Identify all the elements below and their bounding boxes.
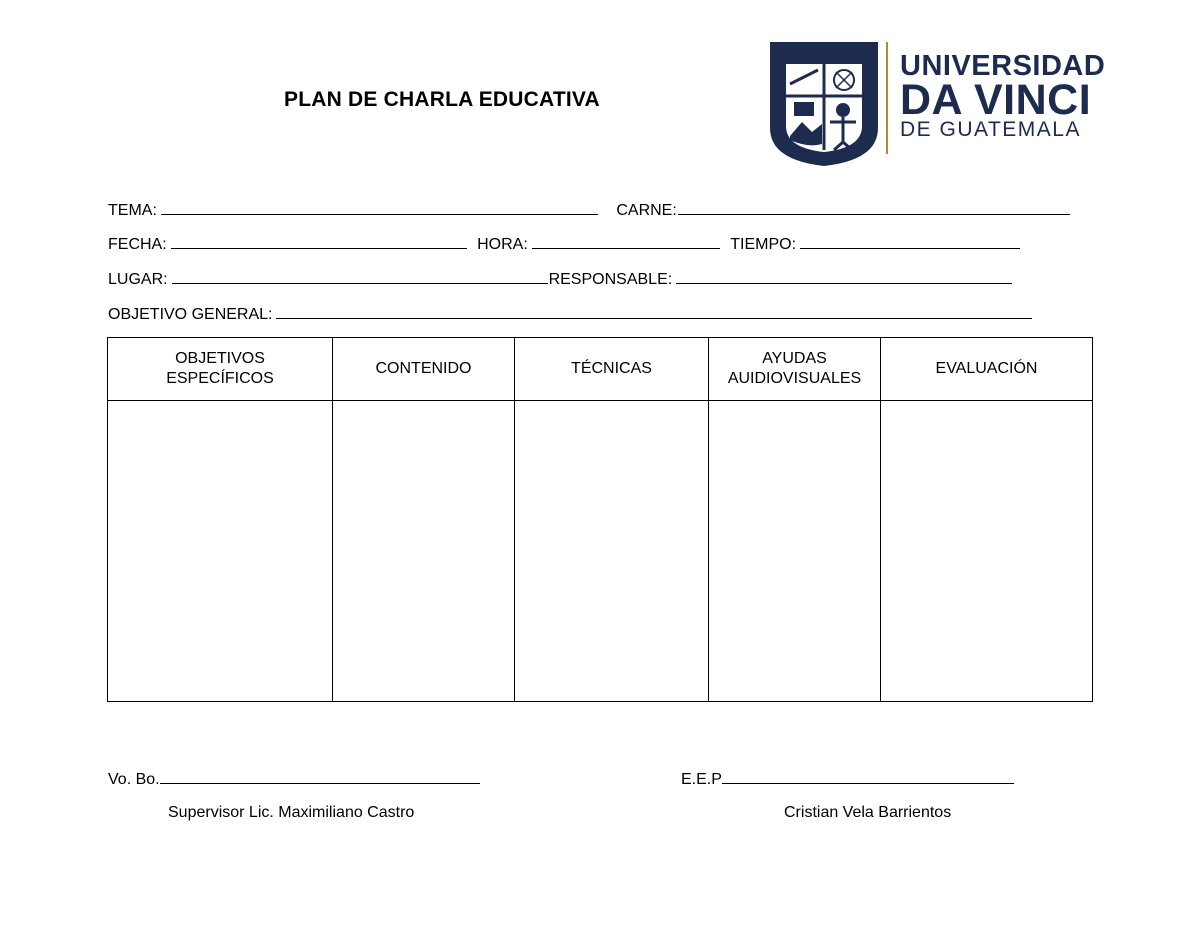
plan-table bbox=[107, 337, 1093, 702]
lugar-line[interactable] bbox=[172, 269, 548, 284]
logo-line-de-guatemala: DE GUATEMALA bbox=[900, 118, 1081, 141]
objetivo-general-label: OBJETIVO GENERAL: bbox=[108, 306, 273, 323]
objetivo-general-line[interactable] bbox=[276, 304, 1032, 319]
tiempo-label: TIEMPO: bbox=[730, 236, 797, 253]
cell-tecnicas[interactable] bbox=[515, 401, 709, 702]
field-row-fecha bbox=[108, 234, 1020, 254]
header-ayudas-audiovisuales: AYUDAS AUIDIOVISUALES bbox=[709, 338, 881, 401]
carne-label: CARNE: bbox=[616, 202, 677, 219]
table-row bbox=[108, 401, 1093, 702]
field-row-lugar bbox=[108, 269, 1012, 289]
university-seal-icon bbox=[768, 40, 880, 168]
header-tecnicas: TÉCNICAS bbox=[515, 338, 709, 401]
tema-label: TEMA: bbox=[108, 202, 157, 219]
header-contenido: CONTENIDO bbox=[333, 338, 515, 401]
tiempo-line[interactable] bbox=[800, 234, 1020, 249]
logo-line-universidad: UNIVERSIDAD bbox=[900, 50, 1106, 82]
header-objetivos-especificos: OBJETIVOS ESPECÍFICOS bbox=[108, 338, 333, 401]
hora-line[interactable] bbox=[532, 234, 720, 249]
eep-name: Cristian Vela Barrientos bbox=[784, 804, 952, 821]
fecha-label: FECHA: bbox=[108, 236, 167, 253]
vobo-label: Vo. Bo. bbox=[108, 771, 160, 788]
logo-line-da-vinci: DA VINCI bbox=[900, 76, 1092, 124]
logo-divider bbox=[886, 42, 888, 154]
supervisor-name: Supervisor Lic. Maximiliano Castro bbox=[168, 804, 415, 821]
signature-eep bbox=[681, 769, 1014, 789]
carne-line[interactable] bbox=[678, 200, 1070, 215]
cell-objetivos-especificos[interactable] bbox=[108, 401, 333, 702]
field-row-tema bbox=[108, 200, 1070, 220]
field-row-objetivo bbox=[108, 304, 1032, 324]
vobo-signature-line[interactable] bbox=[160, 769, 480, 784]
cell-evaluacion[interactable] bbox=[881, 401, 1093, 702]
cell-ayudas-audiovisuales[interactable] bbox=[709, 401, 881, 702]
signature-vobo bbox=[108, 769, 480, 789]
eep-label: E.E.P bbox=[681, 771, 722, 788]
eep-signature-line[interactable] bbox=[722, 769, 1014, 784]
fecha-line[interactable] bbox=[171, 234, 467, 249]
lugar-label: LUGAR: bbox=[108, 271, 168, 288]
hora-label: HORA: bbox=[477, 236, 528, 253]
responsable-label: RESPONSABLE: bbox=[548, 271, 673, 288]
responsable-line[interactable] bbox=[676, 269, 1012, 284]
header-evaluacion: EVALUACIÓN bbox=[881, 338, 1093, 401]
table-header-row bbox=[108, 338, 1093, 401]
cell-contenido[interactable] bbox=[333, 401, 515, 702]
university-logo bbox=[768, 40, 1106, 170]
tema-line[interactable] bbox=[161, 200, 598, 215]
document-title: PLAN DE CHARLA EDUCATIVA bbox=[284, 88, 600, 111]
